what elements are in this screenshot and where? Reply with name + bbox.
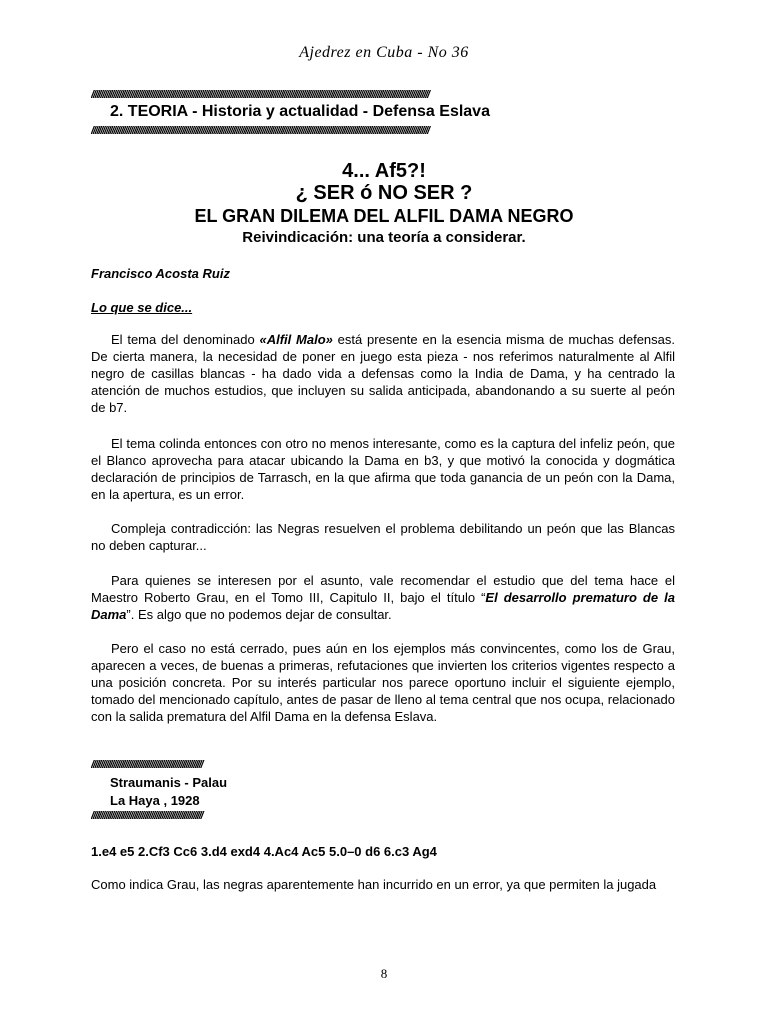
paragraph-6: Como indica Grau, las negras aparentemente han incurrido en un error, ya que permiten la jugada (91, 877, 657, 892)
paragraph-2: El tema colinda entonces con otro no menos interesante, como es la captura del infeliz peón, que el Blanco aprovecha para atacar ubicando la Dama en b3, y que motivó la conocida y dogmática declaración de principios de Tarrasch, en la que afirma que toda ganancia de un peón con la Dama, en la apertura, es un error. (91, 436, 675, 502)
paragraph-1-text-a: El tema del denominado (111, 332, 260, 347)
paragraph-5: Pero el caso no está cerrado, pues aún en los ejemplos más convincentes, como los de Grau, aparecen a veces, de buenas a primeras, refutaciones que invierten los criterios vigentes respecto a una posición concreta. Por su interés particular nos parece oportuno incluir el siguiente ejemplo, tomado del mencionado capítulo, antes de pasar de lleno al tema central que nos ocupa, relacionado con la salida prematura del Alfil Dama en la defensa Eslava. (91, 641, 675, 724)
paragraph-4-text-d: ”. Es algo que no podemos dejar de consultar. (126, 607, 392, 622)
page-number: 8 (380, 966, 388, 981)
section-subheading: Lo que se dice... (91, 300, 193, 315)
paragraph-1 (91, 331, 675, 416)
tomo-number: III (309, 590, 320, 605)
slash-rule-bottom: ////////////////////////////////////////////////////////////////////////////////////////////////////////////////////////////////////////////////////////////////////////////////////// (91, 125, 429, 137)
game-players: Straumanis - Palau (110, 775, 228, 790)
article-subtitle: Reivindicación: una teoría a considerar. (242, 229, 526, 246)
paragraph-4-text-c: , bajo el título “ (390, 590, 486, 605)
book-title-emphasis: El desarrollo prematuro de la Dama (91, 590, 675, 622)
paragraph-4-text-a: Para quienes se interesen por el asunto, vale recomendar el estudio que del tema hace el Maestro Roberto Grau, en el Tomo (91, 573, 675, 605)
paragraph-4 (91, 572, 675, 623)
article-title-line-2: ¿ SER ó NO SER ? (295, 182, 473, 204)
chapter-number: II (383, 590, 391, 605)
paragraph-3: Compleja contradicción: las Negras resuelven el problema debilitando un peón que las Blancas no deben capturar... (91, 521, 675, 553)
article-title-line-1: 4... Af5?! (342, 160, 426, 182)
section-title: 2. TEORIA - Historia y actualidad - Defensa Eslava (110, 103, 490, 120)
paragraph-4-text-b: , Capitulo (319, 590, 384, 605)
game-moves: 1.e4 e5 2.Cf3 Cc6 3.d4 exd4 4.Ac4 Ac5 5.0–0 d6 6.c3 Ag4 (91, 844, 437, 859)
alfil-malo-term: «Alfil Malo» (259, 332, 333, 347)
game-place: La Haya , 1928 (110, 793, 200, 808)
article-title-line-3: EL GRAN DILEMA DEL ALFIL DAMA NEGRO (194, 206, 574, 226)
game-rule-bottom: //////////////////////////////////////////////////////////// (91, 810, 203, 822)
game-rule-top: //////////////////////////////////////////////////////////// (91, 759, 203, 771)
author-name: Francisco Acosta Ruiz (91, 266, 230, 281)
paragraph-1-text-b: está presente en la esencia misma de muchas defensas. De cierta manera, la necesidad de poner en juego esta pieza - nos referimos naturalmente al Alfil negro de casillas blancas - ha dado vida a defensas como la India de Dama, y ha centrado la atención de muchos estudios, que incluyen su salida anticipada, abandonando a su suerte al peón de b7. (91, 332, 676, 415)
running-header: Ajedrez en Cuba - No 36 (299, 44, 469, 61)
slash-rule-top: ////////////////////////////////////////////////////////////////////////////////////////////////////////////////////////////////////////////////////////////////////////////////////// (91, 89, 429, 101)
